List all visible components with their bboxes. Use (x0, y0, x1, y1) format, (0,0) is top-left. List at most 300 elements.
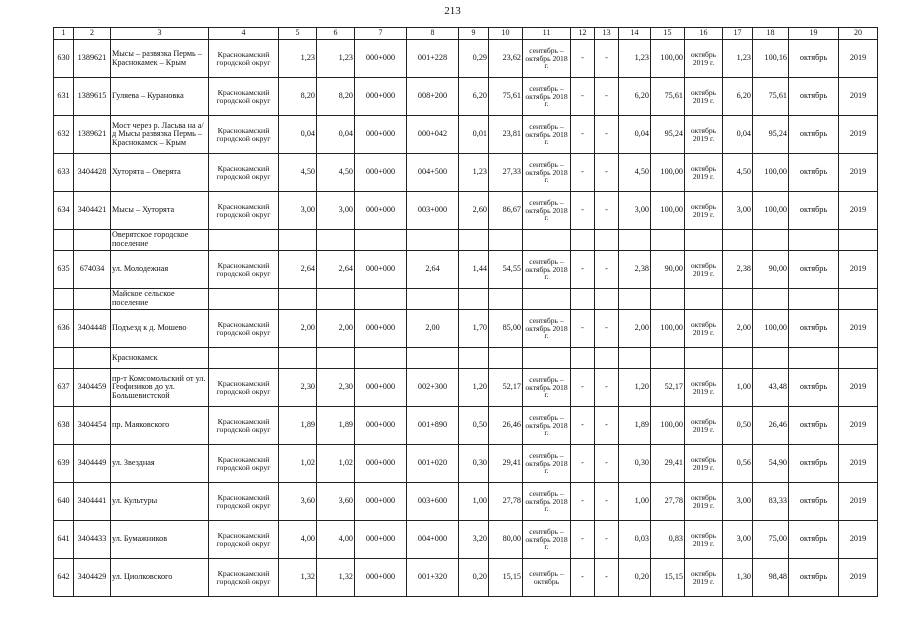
table-cell: 3,60 (279, 483, 317, 521)
table-cell: 2019 (839, 192, 878, 230)
table-cell: октябрь 2019 г. (685, 483, 723, 521)
table-cell: 2,00 (407, 310, 459, 348)
table-cell: 001+890 (407, 407, 459, 445)
empty-cell (279, 348, 317, 369)
empty-cell (407, 230, 459, 251)
table-cell: Краснокамский городской округ (209, 154, 279, 192)
table-cell: 2,00 (723, 310, 753, 348)
table-cell: 1,02 (279, 445, 317, 483)
table-cell: 639 (54, 445, 74, 483)
table-cell: октябрь 2019 г. (685, 40, 723, 78)
table-body (54, 28, 878, 597)
column-number: 11 (523, 28, 571, 40)
table-cell: 75,00 (753, 521, 789, 559)
empty-cell (209, 348, 279, 369)
table-cell: - (571, 192, 595, 230)
table-cell: октябрь 2019 г. (685, 521, 723, 559)
table-cell: - (571, 310, 595, 348)
table-cell: октябрь 2019 г. (685, 116, 723, 154)
column-number: 14 (619, 28, 651, 40)
table-cell: 1,23 (619, 40, 651, 78)
table-cell: 2,64 (317, 251, 355, 289)
empty-cell (209, 230, 279, 251)
table-cell: 3404433 (74, 521, 111, 559)
table-cell: 54,90 (753, 445, 789, 483)
table-cell: 1,30 (723, 559, 753, 597)
table-cell: Мост через р. Ласьва на а/д Мысы развязка Пермь – Краснокамск – Крым (111, 116, 209, 154)
table-cell: 630 (54, 40, 74, 78)
table-cell: 100,16 (753, 40, 789, 78)
table-cell: октябрь (789, 192, 839, 230)
table-cell: 1389615 (74, 78, 111, 116)
empty-cell (355, 289, 407, 310)
table-cell: 637 (54, 369, 74, 407)
table-cell: сентябрь – октябрь 2018 г. (523, 521, 571, 559)
table-cell: 2,30 (317, 369, 355, 407)
table-cell: - (595, 116, 619, 154)
empty-cell (407, 348, 459, 369)
table-cell: Краснокамский городской округ (209, 559, 279, 597)
table-cell: сентябрь – октябрь 2018 г. (523, 40, 571, 78)
table-cell: 2,64 (407, 251, 459, 289)
table-cell: 3404454 (74, 407, 111, 445)
table-cell: октябрь (789, 483, 839, 521)
empty-cell (571, 348, 595, 369)
empty-cell (279, 230, 317, 251)
empty-cell (619, 348, 651, 369)
table-cell: 3,20 (459, 521, 489, 559)
table-cell: 4,50 (619, 154, 651, 192)
table-row (54, 369, 878, 407)
table-row (54, 154, 878, 192)
column-number: 8 (407, 28, 459, 40)
table-cell: 003+600 (407, 483, 459, 521)
table-cell: сентябрь – октябрь (523, 559, 571, 597)
empty-cell (317, 230, 355, 251)
table-cell: сентябрь – октябрь 2018 г. (523, 483, 571, 521)
empty-cell (54, 230, 74, 251)
table-cell: 15,15 (651, 559, 685, 597)
empty-cell (595, 289, 619, 310)
table-cell: 2,64 (279, 251, 317, 289)
section-label: Майское сельское поселение (111, 289, 209, 310)
table-cell: 3404441 (74, 483, 111, 521)
table-cell: - (595, 192, 619, 230)
table-cell: 0,04 (723, 116, 753, 154)
table-cell: 23,62 (489, 40, 523, 78)
empty-cell (685, 230, 723, 251)
table-cell: - (595, 483, 619, 521)
table-cell: - (571, 251, 595, 289)
table-cell: 100,00 (753, 154, 789, 192)
column-number: 4 (209, 28, 279, 40)
table-cell: 4,00 (279, 521, 317, 559)
empty-cell (685, 289, 723, 310)
empty-cell (753, 230, 789, 251)
table-cell: 000+000 (355, 78, 407, 116)
table-cell: 0,30 (619, 445, 651, 483)
table-cell: 100,00 (651, 192, 685, 230)
table-cell: Подъезд к д. Мошево (111, 310, 209, 348)
table-cell: 26,46 (489, 407, 523, 445)
empty-cell (74, 289, 111, 310)
table-cell: 635 (54, 251, 74, 289)
empty-cell (685, 348, 723, 369)
table-cell: 636 (54, 310, 74, 348)
table-cell: октябрь (789, 154, 839, 192)
column-number: 12 (571, 28, 595, 40)
table-cell: пр-т Комсомольский от ул. Геофизиков до ул. Большевистской (111, 369, 209, 407)
column-number-row (54, 28, 878, 40)
table-cell: октябрь (789, 310, 839, 348)
table-cell: 631 (54, 78, 74, 116)
empty-cell (489, 230, 523, 251)
table-cell: 3404429 (74, 559, 111, 597)
table-cell: 000+000 (355, 116, 407, 154)
table-cell: 001+228 (407, 40, 459, 78)
column-number: 7 (355, 28, 407, 40)
table-cell: сентябрь – октябрь 2018 г. (523, 445, 571, 483)
table-cell: 100,00 (753, 310, 789, 348)
empty-cell (839, 289, 878, 310)
table-cell: Мысы – Хуторята (111, 192, 209, 230)
empty-cell (407, 289, 459, 310)
table-cell: 1,89 (279, 407, 317, 445)
table-cell: 90,00 (753, 251, 789, 289)
table-cell: 29,41 (651, 445, 685, 483)
table-cell: 26,46 (753, 407, 789, 445)
table-cell: пр. Маяковского (111, 407, 209, 445)
table-cell: Краснокамский городской округ (209, 310, 279, 348)
column-number: 20 (839, 28, 878, 40)
table-cell: октябрь 2019 г. (685, 310, 723, 348)
table-cell: октябрь 2019 г. (685, 192, 723, 230)
table-row (54, 521, 878, 559)
table-cell: 2019 (839, 445, 878, 483)
empty-cell (753, 289, 789, 310)
table-cell: октябрь 2019 г. (685, 369, 723, 407)
table-cell: Краснокамский городской округ (209, 369, 279, 407)
section-row (54, 230, 878, 251)
table-cell: 3,00 (723, 521, 753, 559)
table-cell: 1,02 (317, 445, 355, 483)
table-cell: октябрь 2019 г. (685, 445, 723, 483)
empty-cell (839, 348, 878, 369)
table-cell: 3,00 (619, 192, 651, 230)
table-cell: октябрь 2019 г. (685, 559, 723, 597)
column-number: 3 (111, 28, 209, 40)
table-cell: 90,00 (651, 251, 685, 289)
table-cell: 2,00 (619, 310, 651, 348)
empty-cell (74, 230, 111, 251)
section-label: Оверятское городское поселение (111, 230, 209, 251)
table-cell: сентябрь – октябрь 2018 г. (523, 310, 571, 348)
empty-cell (723, 289, 753, 310)
table-cell: 000+000 (355, 521, 407, 559)
empty-cell (619, 289, 651, 310)
empty-cell (571, 289, 595, 310)
table-cell: 1,20 (619, 369, 651, 407)
table-cell: 2019 (839, 154, 878, 192)
table-cell: октябрь 2019 г. (685, 407, 723, 445)
table-cell: 1389621 (74, 40, 111, 78)
table-cell: 6,20 (459, 78, 489, 116)
table-cell: 1,20 (459, 369, 489, 407)
table-cell: ул. Культуры (111, 483, 209, 521)
column-number: 10 (489, 28, 523, 40)
table-cell: октябрь (789, 445, 839, 483)
table-cell: Краснокамский городской округ (209, 483, 279, 521)
table-cell: 634 (54, 192, 74, 230)
table-row (54, 251, 878, 289)
section-label: Краснокамск (111, 348, 209, 369)
table-cell: 3,00 (723, 483, 753, 521)
table-cell: сентябрь – октябрь 2018 г. (523, 192, 571, 230)
table-cell: ул. Циолковского (111, 559, 209, 597)
table-cell: 2,60 (459, 192, 489, 230)
table-cell: 641 (54, 521, 74, 559)
table-cell: 3404449 (74, 445, 111, 483)
table-cell: 1,23 (279, 40, 317, 78)
table-cell: 1389621 (74, 116, 111, 154)
table-cell: 1,23 (723, 40, 753, 78)
table-cell: октябрь (789, 521, 839, 559)
table-cell: 638 (54, 407, 74, 445)
empty-cell (523, 289, 571, 310)
table-cell: 52,17 (651, 369, 685, 407)
empty-cell (651, 289, 685, 310)
table-cell: 000+000 (355, 192, 407, 230)
table-cell: 1,89 (317, 407, 355, 445)
table-cell: - (595, 78, 619, 116)
empty-cell (459, 289, 489, 310)
table-cell: - (595, 154, 619, 192)
column-number: 1 (54, 28, 74, 40)
table-cell: ул. Звездная (111, 445, 209, 483)
table-cell: 2019 (839, 251, 878, 289)
table-cell: 75,61 (651, 78, 685, 116)
table-cell: 2019 (839, 559, 878, 597)
table-cell: 000+000 (355, 40, 407, 78)
table-cell: 3,00 (723, 192, 753, 230)
column-number: 19 (789, 28, 839, 40)
empty-cell (489, 348, 523, 369)
table-cell: Краснокамский городской округ (209, 40, 279, 78)
empty-cell (723, 348, 753, 369)
table-cell: - (571, 154, 595, 192)
table-cell: 004+500 (407, 154, 459, 192)
table-cell: 0,03 (619, 521, 651, 559)
table-cell: 52,17 (489, 369, 523, 407)
section-row (54, 289, 878, 310)
table-cell: 2019 (839, 116, 878, 154)
table-cell: октябрь (789, 407, 839, 445)
column-number: 17 (723, 28, 753, 40)
table-cell: 000+000 (355, 559, 407, 597)
table-cell: октябрь (789, 559, 839, 597)
table-cell: 4,50 (279, 154, 317, 192)
table-cell: 632 (54, 116, 74, 154)
table-cell: 2019 (839, 40, 878, 78)
table-cell: Мысы – развязка Пермь – Краснокамек – Крым (111, 40, 209, 78)
table-cell: - (595, 40, 619, 78)
table-cell: - (571, 483, 595, 521)
column-number: 9 (459, 28, 489, 40)
empty-cell (789, 348, 839, 369)
table-cell: 004+000 (407, 521, 459, 559)
table-cell: 3,00 (317, 192, 355, 230)
table-cell: - (571, 116, 595, 154)
table-cell: 3404428 (74, 154, 111, 192)
table-cell: 8,20 (317, 78, 355, 116)
table-cell: 100,00 (651, 407, 685, 445)
empty-cell (789, 230, 839, 251)
table-cell: Краснокамский городской округ (209, 445, 279, 483)
table-cell: 0,04 (279, 116, 317, 154)
table-cell: 0,20 (459, 559, 489, 597)
table-cell: 2019 (839, 310, 878, 348)
empty-cell (317, 289, 355, 310)
table-cell: 000+000 (355, 483, 407, 521)
column-number: 18 (753, 28, 789, 40)
table-cell: 4,50 (317, 154, 355, 192)
column-number: 13 (595, 28, 619, 40)
empty-cell (595, 230, 619, 251)
table-row (54, 78, 878, 116)
table-cell: - (595, 559, 619, 597)
table-cell: 2019 (839, 521, 878, 559)
table-cell: 2,00 (317, 310, 355, 348)
table-cell: сентябрь – октябрь 2018 г. (523, 251, 571, 289)
table-cell: 80,00 (489, 521, 523, 559)
empty-cell (839, 230, 878, 251)
table-cell: 640 (54, 483, 74, 521)
empty-cell (595, 348, 619, 369)
table-cell: октябрь (789, 369, 839, 407)
table-cell: 15,15 (489, 559, 523, 597)
table-cell: 0,04 (619, 116, 651, 154)
table-cell: 75,61 (753, 78, 789, 116)
table-cell: 1,23 (459, 154, 489, 192)
table-cell: октябрь (789, 251, 839, 289)
table-cell: 000+000 (355, 445, 407, 483)
table-cell: 3,00 (279, 192, 317, 230)
table-cell: 0,83 (651, 521, 685, 559)
table-cell: 27,33 (489, 154, 523, 192)
table-cell: 1,89 (619, 407, 651, 445)
table-cell: Краснокамский городской округ (209, 251, 279, 289)
table-cell: 002+300 (407, 369, 459, 407)
empty-cell (523, 230, 571, 251)
table-cell: 1,23 (317, 40, 355, 78)
column-number: 15 (651, 28, 685, 40)
table-cell: 2019 (839, 483, 878, 521)
page-number: 213 (444, 5, 461, 17)
table-cell: 3,60 (317, 483, 355, 521)
table-cell: 2019 (839, 78, 878, 116)
table-cell: - (571, 369, 595, 407)
table-cell: 27,78 (651, 483, 685, 521)
table-row (54, 483, 878, 521)
roads-table (53, 27, 878, 597)
table-cell: 1,32 (279, 559, 317, 597)
table-cell: 001+320 (407, 559, 459, 597)
table-cell: октябрь 2019 г. (685, 154, 723, 192)
table-cell: 000+000 (355, 154, 407, 192)
table-cell: 1,32 (317, 559, 355, 597)
table-cell: 98,48 (753, 559, 789, 597)
column-number: 16 (685, 28, 723, 40)
table-cell: 1,00 (619, 483, 651, 521)
table-cell: 0,50 (459, 407, 489, 445)
table-cell: 8,20 (279, 78, 317, 116)
table-cell: 43,48 (753, 369, 789, 407)
table-cell: 000+000 (355, 369, 407, 407)
table-cell: 0,56 (723, 445, 753, 483)
table-cell: 0,01 (459, 116, 489, 154)
table-row (54, 116, 878, 154)
table-cell: 54,55 (489, 251, 523, 289)
empty-cell (651, 348, 685, 369)
table-cell: октябрь 2019 г. (685, 251, 723, 289)
table-cell: сентябрь – октябрь 2018 г. (523, 154, 571, 192)
empty-cell (459, 348, 489, 369)
empty-cell (723, 230, 753, 251)
table-cell: 2,30 (279, 369, 317, 407)
table-cell: 642 (54, 559, 74, 597)
table-cell: - (571, 407, 595, 445)
table-cell: 0,29 (459, 40, 489, 78)
table-row (54, 445, 878, 483)
table-cell: - (595, 310, 619, 348)
table-cell: 86,67 (489, 192, 523, 230)
table-cell: 000+000 (355, 407, 407, 445)
table-cell: 001+020 (407, 445, 459, 483)
table-cell: ул. Бумажников (111, 521, 209, 559)
table-cell: 0,30 (459, 445, 489, 483)
table-cell: 2,38 (619, 251, 651, 289)
table-cell: - (595, 445, 619, 483)
table-cell: 1,70 (459, 310, 489, 348)
empty-cell (355, 230, 407, 251)
table-cell: - (571, 445, 595, 483)
table-cell: 3404421 (74, 192, 111, 230)
empty-cell (54, 348, 74, 369)
table-cell: 008+200 (407, 78, 459, 116)
table-cell: 75,61 (489, 78, 523, 116)
empty-cell (459, 230, 489, 251)
section-row (54, 348, 878, 369)
table-cell: сентябрь – октябрь 2018 г. (523, 369, 571, 407)
table-cell: октябрь 2019 г. (685, 78, 723, 116)
table-cell: 95,24 (651, 116, 685, 154)
table-cell: октябрь (789, 78, 839, 116)
column-number: 5 (279, 28, 317, 40)
table-cell: 0,50 (723, 407, 753, 445)
table-cell: 100,00 (651, 154, 685, 192)
table-cell: - (595, 369, 619, 407)
table-cell: - (595, 251, 619, 289)
table-cell: 6,20 (619, 78, 651, 116)
empty-cell (489, 289, 523, 310)
table-cell: 100,00 (651, 40, 685, 78)
column-number: 2 (74, 28, 111, 40)
table-cell: Краснокамский городской округ (209, 521, 279, 559)
table-cell: 6,20 (723, 78, 753, 116)
table-row (54, 559, 878, 597)
table-row (54, 310, 878, 348)
table-row (54, 407, 878, 445)
